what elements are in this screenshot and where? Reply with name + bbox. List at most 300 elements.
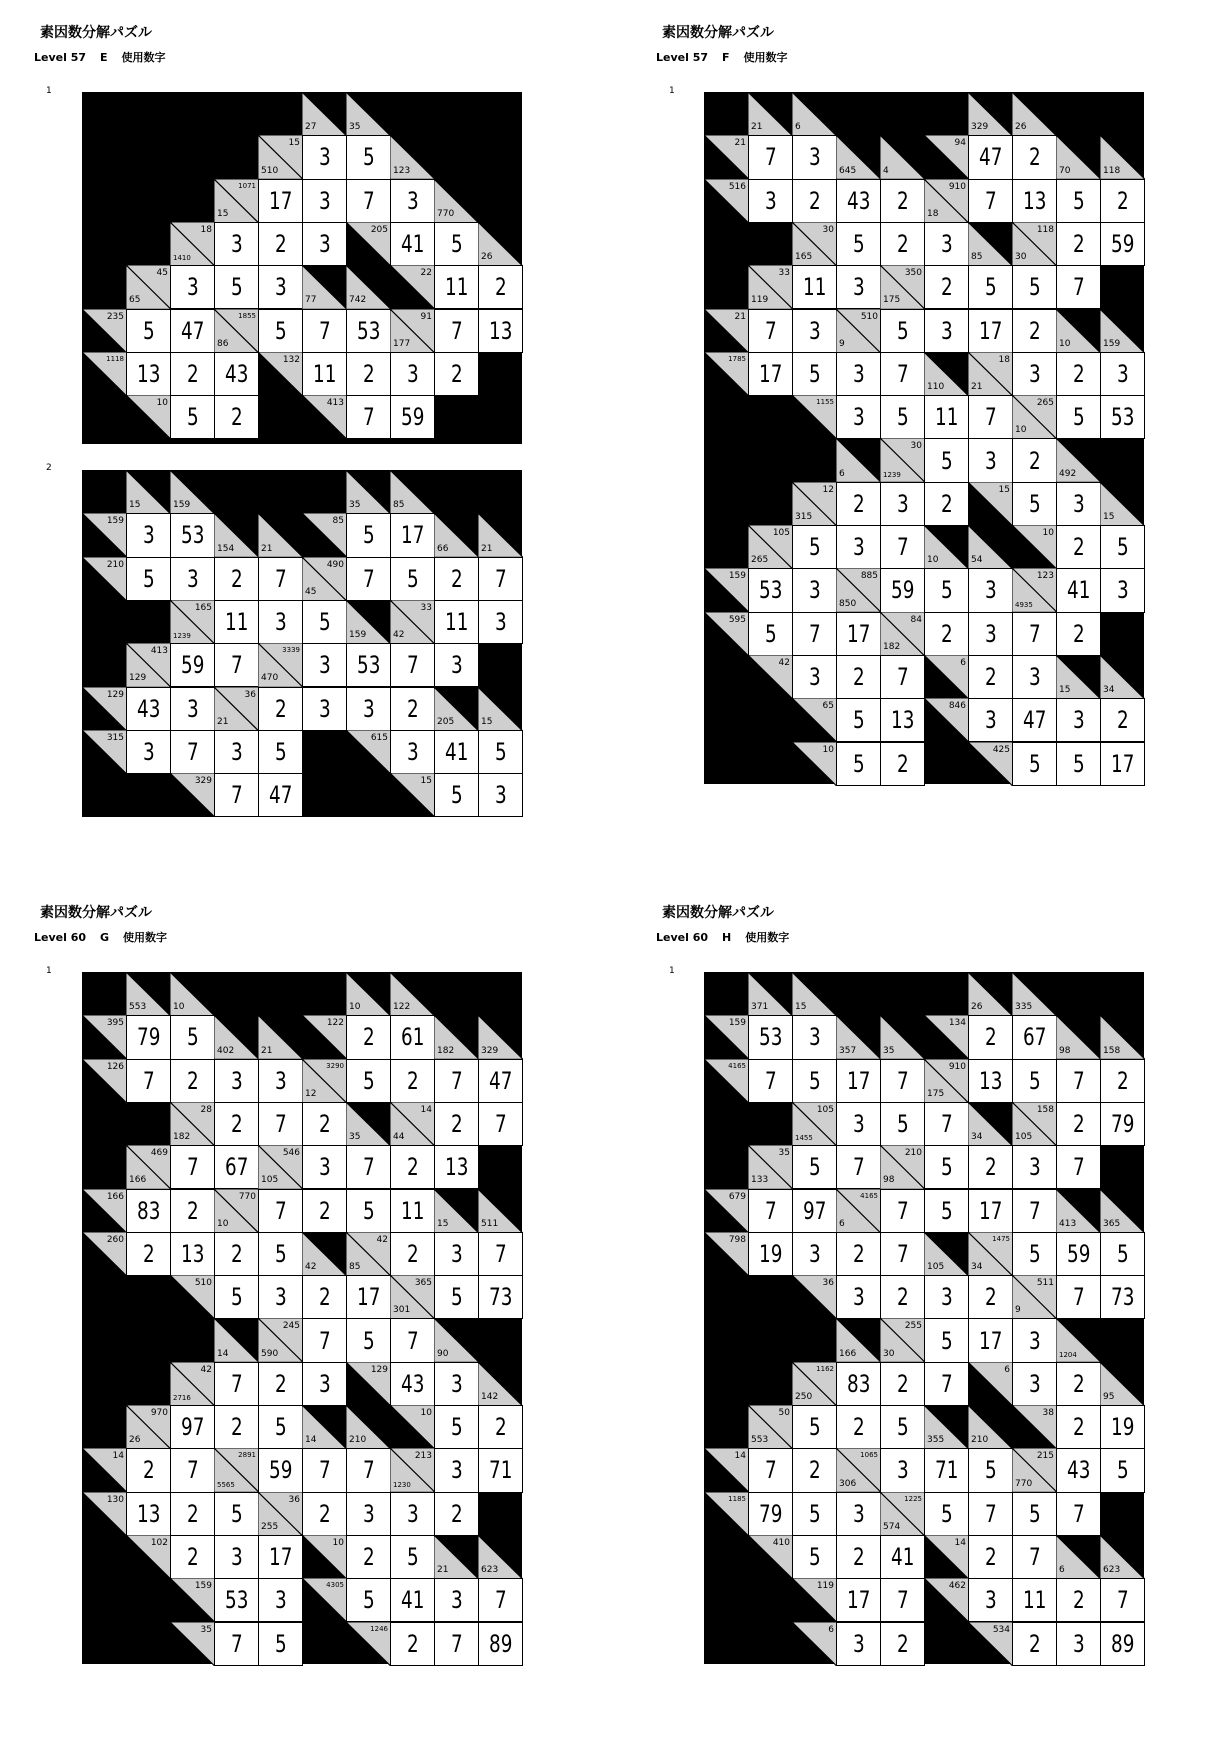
sheet-subtitle [34,929,181,945]
down-clue: 402 [217,1045,235,1056]
down-clue: 35 [883,1045,895,1056]
number-cell: 5 [434,1405,479,1449]
number-cell: 47 [170,309,215,353]
right-clue: 10 [822,744,834,755]
number-cell: 5 [258,730,303,774]
number-cell: 2 [880,1275,925,1319]
number-cell: 5 [434,773,479,817]
clue-cell [258,135,303,179]
number-cell: 13 [478,309,523,353]
number-cell: 2 [126,1232,171,1276]
right-clue: 18 [998,354,1010,365]
clue-cell [1012,92,1057,136]
number-cell: 59 [1056,1232,1101,1276]
right-clue: 10 [332,1537,344,1548]
clue-cell [346,972,391,1016]
number-cell: 7 [302,1318,347,1362]
down-clue: 329 [971,122,989,133]
right-clue: 315 [106,732,124,743]
clue-cell [792,482,837,526]
number-cell: 2 [880,1362,925,1406]
down-clue: 154 [217,543,235,554]
clue-cell [968,222,1013,266]
clue-cell [748,92,793,136]
number-cell: 17 [346,1275,391,1319]
number-cell: 11 [434,600,479,644]
number-cell: 7 [346,179,391,223]
clue-cell [302,513,347,557]
number-cell: 3 [478,773,523,817]
right-clue: 1475 [992,1234,1010,1243]
number-cell: 19 [748,1232,793,1276]
right-clue: 395 [106,1018,124,1029]
down-clue: 85 [393,500,405,511]
right-clue: 94 [954,138,966,149]
puzzle-grid [704,92,1144,784]
down-clue: 65 [129,295,141,306]
right-clue: 910 [948,181,966,192]
down-clue: 742 [349,295,367,306]
number-cell: 2 [836,655,881,699]
down-clue: 182 [173,1132,191,1143]
clue-cell [434,513,479,557]
puzzle-grid [82,92,522,444]
number-cell: 13 [880,698,925,742]
right-clue: 4165 [728,1061,746,1070]
clue-cell [82,309,127,353]
number-cell: 13 [968,1059,1013,1103]
right-clue: 1065 [860,1451,878,1460]
right-clue: 595 [728,614,746,625]
right-clue: 1225 [904,1494,922,1503]
clue-cell [880,135,925,179]
clue-cell [214,1318,259,1362]
clue-cell [82,557,127,601]
clue-cell [792,742,837,786]
clue-cell [792,1578,837,1622]
number-cell: 3 [968,438,1013,482]
clue-cell [968,972,1013,1016]
number-cell: 2 [924,482,969,526]
down-clue: 35 [349,122,361,133]
clue-cell [390,773,435,817]
number-cell: 3 [1012,1362,1057,1406]
down-clue: 770 [437,208,455,219]
number-cell: 5 [880,395,925,439]
right-clue: 205 [370,224,388,235]
right-clue: 255 [904,1321,922,1332]
clue-cell [346,1622,391,1666]
right-clue: 885 [860,571,878,582]
number-cell: 3 [258,1578,303,1622]
right-clue: 134 [948,1018,966,1029]
number-cell: 3 [214,1059,259,1103]
number-cell: 7 [346,1448,391,1492]
number-cell: 17 [968,1318,1013,1362]
number-cell: 13 [126,1492,171,1536]
number-cell: 7 [302,309,347,353]
number-cell: 7 [478,1102,523,1146]
right-clue: 3339 [282,646,300,655]
right-clue: 425 [992,744,1010,755]
number-cell: 59 [390,395,435,439]
clue-cell [170,1622,215,1666]
right-clue: 129 [370,1364,388,1375]
number-cell: 5 [346,1189,391,1233]
number-cell: 17 [748,352,793,396]
number-cell: 3 [478,600,523,644]
number-cell: 2 [434,352,479,396]
clue-cell [214,1189,259,1233]
clue-cell [346,600,391,644]
number-cell: 7 [924,1362,969,1406]
number-cell: 11 [434,265,479,309]
down-clue: 133 [751,1175,769,1186]
number-cell: 5 [346,1059,391,1103]
down-clue: 10 [349,1002,361,1013]
puzzle-grid [704,972,1144,1664]
number-cell: 3 [302,687,347,731]
puzzle-grid [82,470,522,817]
clue-cell [258,513,303,557]
clue-cell [1100,309,1145,353]
number-cell: 3 [390,352,435,396]
right-clue: 4165 [860,1191,878,1200]
level-label: Level 57 [656,51,709,64]
clue-cell [1012,1448,1057,1492]
down-clue: 371 [751,1002,769,1013]
number-cell: 2 [968,1145,1013,1189]
down-clue: 10 [1015,425,1027,436]
clue-cell [82,1232,127,1276]
down-clue: 15 [1103,511,1115,522]
number-cell: 41 [434,730,479,774]
down-clue: 10 [217,1218,229,1229]
right-clue: 118 [1036,224,1054,235]
clue-cell [170,222,215,266]
number-cell: 11 [792,265,837,309]
number-cell: 3 [302,1362,347,1406]
puzzle-grid [82,972,522,1664]
number-cell: 7 [748,309,793,353]
clue-cell [1100,482,1145,526]
right-clue: 21 [734,311,746,322]
clue-cell [302,395,347,439]
right-clue: 679 [728,1191,746,1202]
number-cell: 7 [346,1145,391,1189]
number-cell: 41 [390,1578,435,1622]
number-cell: 3 [836,1622,881,1666]
number-cell: 3 [258,265,303,309]
number-cell: 2 [346,1535,391,1579]
clue-cell [748,655,793,699]
down-clue: 335 [1015,1002,1033,1013]
number-cell: 3 [258,1275,303,1319]
number-cell: 5 [346,135,391,179]
clue-cell [170,1275,215,1319]
down-clue: 10 [1059,338,1071,349]
number-cell: 2 [880,1622,925,1666]
clue-cell [792,1362,837,1406]
number-cell: 13 [434,1145,479,1189]
number-cell: 5 [1100,1232,1145,1276]
right-clue: 2891 [238,1451,256,1460]
number-cell: 2 [1056,525,1101,569]
right-clue: 1071 [238,181,256,190]
right-clue: 91 [420,311,432,322]
clue-cell [1056,1318,1101,1362]
clue-cell [1056,309,1101,353]
number-cell: 3 [792,655,837,699]
right-clue: 122 [326,1018,344,1029]
number-cell: 11 [302,352,347,396]
number-cell: 5 [390,1535,435,1579]
right-clue: 36 [244,689,256,700]
clue-cell [968,352,1013,396]
number-cell: 41 [880,1535,925,1579]
clue-cell [968,1622,1013,1666]
number-cell: 2 [880,222,925,266]
right-clue: 462 [948,1581,966,1592]
number-cell: 83 [836,1362,881,1406]
number-cell: 2 [302,1275,347,1319]
number-cell: 2 [390,1622,435,1666]
down-clue: 265 [751,555,769,566]
down-clue: 159 [173,500,191,511]
number-cell: 7 [1056,1059,1101,1103]
number-cell: 7 [258,1189,303,1233]
number-cell: 41 [1056,568,1101,612]
number-cell: 47 [968,135,1013,179]
clue-cell [214,179,259,223]
digits-used-label: 使用数字 [123,931,168,944]
number-cell: 5 [302,600,347,644]
number-cell: 7 [214,643,259,687]
down-clue: 30 [1015,252,1027,263]
right-clue: 365 [414,1278,432,1289]
number-cell: 5 [792,352,837,396]
number-cell: 2 [390,1059,435,1103]
number-cell: 3 [1100,568,1145,612]
clue-cell [968,1102,1013,1146]
number-cell: 2 [1056,352,1101,396]
number-cell: 7 [792,612,837,656]
down-clue: 166 [839,1348,857,1359]
down-clue: 105 [927,1262,945,1273]
clue-cell [924,179,969,223]
number-cell: 7 [346,395,391,439]
clue-cell [968,1362,1013,1406]
clue-cell [880,265,925,309]
number-cell: 13 [1012,179,1057,223]
clue-cell [1056,438,1101,482]
clue-cell [478,687,523,731]
number-cell: 5 [1012,482,1057,526]
down-clue: 35 [349,500,361,511]
right-clue: 45 [156,268,168,279]
number-cell: 2 [170,1189,215,1233]
number-cell: 3 [924,222,969,266]
clue-cell [792,1275,837,1319]
number-cell: 5 [346,1578,391,1622]
down-clue: 86 [217,338,229,349]
number-cell: 2 [346,352,391,396]
number-cell: 2 [390,1232,435,1276]
down-clue: 21 [217,716,229,727]
number-cell: 2 [968,655,1013,699]
number-cell: 3 [1056,1622,1101,1666]
number-cell: 59 [170,643,215,687]
number-cell: 3 [836,265,881,309]
right-clue: 159 [194,1581,212,1592]
number-cell: 7 [1100,1578,1145,1622]
number-cell: 5 [1056,742,1101,786]
number-cell: 5 [792,1492,837,1536]
right-clue: 329 [194,776,212,787]
number-cell: 5 [924,1145,969,1189]
down-clue: 15 [129,500,141,511]
clue-cell [704,612,749,656]
variant-label: E [100,51,108,64]
clue-cell [1056,1535,1101,1579]
number-cell: 7 [968,395,1013,439]
clue-cell [748,525,793,569]
clue-cell [968,482,1013,526]
number-cell: 7 [880,1059,925,1103]
clue-cell [924,1405,969,1449]
number-cell: 2 [170,352,215,396]
number-cell: 3 [924,1275,969,1319]
right-clue: 410 [772,1537,790,1548]
number-cell: 5 [836,698,881,742]
number-cell: 2 [924,265,969,309]
right-clue: 511 [1036,1278,1054,1289]
clue-cell [170,470,215,514]
number-cell: 2 [258,687,303,731]
number-cell: 7 [390,643,435,687]
right-clue: 158 [1036,1104,1054,1115]
number-cell: 7 [880,1578,925,1622]
number-cell: 3 [214,1535,259,1579]
clue-cell [346,1102,391,1146]
down-clue: 34 [971,1132,983,1143]
number-cell: 67 [214,1145,259,1189]
clue-cell [836,1448,881,1492]
number-cell: 2 [302,1102,347,1146]
clue-cell [390,1448,435,1492]
clue-cell [1012,525,1057,569]
right-clue: 15 [420,776,432,787]
clue-cell [126,265,171,309]
number-cell: 3 [836,395,881,439]
down-clue: 590 [261,1348,279,1359]
number-cell: 83 [126,1189,171,1233]
clue-cell [478,1362,523,1406]
number-cell: 7 [748,1189,793,1233]
number-cell: 47 [258,773,303,817]
clue-cell [748,972,793,1016]
clue-cell [924,1578,969,1622]
number-cell: 3 [434,643,479,687]
number-cell: 59 [880,568,925,612]
right-clue: 6 [960,657,966,668]
clue-cell [302,1578,347,1622]
clue-cell [126,395,171,439]
right-clue: 132 [282,354,300,365]
down-clue: 30 [883,1348,895,1359]
down-clue: 26 [481,252,493,263]
right-clue: 15 [288,138,300,149]
digits-used-label: 使用数字 [745,931,790,944]
clue-cell [302,1405,347,1449]
number-cell: 53 [748,568,793,612]
right-clue: 130 [106,1494,124,1505]
number-cell: 2 [1056,1362,1101,1406]
clue-cell [346,92,391,136]
number-cell: 79 [1100,1102,1145,1146]
down-clue: 301 [393,1305,411,1316]
down-clue: 1239 [883,470,901,479]
down-clue: 355 [927,1435,945,1446]
down-clue: 42 [393,630,405,641]
number-cell: 2 [478,1405,523,1449]
clue-cell [258,1492,303,1536]
number-cell: 3 [258,1059,303,1103]
right-clue: 35 [200,1624,212,1635]
number-cell: 7 [748,1448,793,1492]
number-cell: 2 [346,1015,391,1059]
number-cell: 5 [346,513,391,557]
clue-cell [82,687,127,731]
number-cell: 2 [1100,698,1145,742]
clue-cell [704,179,749,223]
number-cell: 41 [390,222,435,266]
sheet-title: 素因数分解パズル [40,905,152,921]
clue-cell [880,612,925,656]
number-cell: 71 [478,1448,523,1492]
clue-cell [302,1015,347,1059]
clue-cell [346,1405,391,1449]
down-clue: 205 [437,716,455,727]
down-clue: 850 [839,598,857,609]
number-cell: 97 [170,1405,215,1449]
clue-cell [126,1535,171,1579]
clue-cell [1012,972,1057,1016]
down-clue: 110 [927,382,945,393]
right-clue: 1185 [728,1494,746,1503]
number-cell: 3 [302,179,347,223]
level-label: Level 60 [34,931,87,944]
clue-cell [792,1622,837,1666]
number-cell: 43 [126,687,171,731]
down-clue: 1239 [173,632,191,641]
down-clue: 26 [1015,122,1027,133]
clue-cell [792,972,837,1016]
down-clue: 105 [261,1175,279,1186]
right-clue: 12 [822,484,834,495]
puzzle-number: 1 [669,86,675,96]
number-cell: 2 [214,1232,259,1276]
down-clue: 15 [1059,685,1071,696]
right-clue: 1162 [816,1364,834,1373]
clue-cell [704,135,749,179]
number-cell: 2 [1100,1059,1145,1103]
number-cell: 2 [1012,1622,1057,1666]
down-clue: 553 [751,1435,769,1446]
down-clue: 623 [1103,1565,1121,1576]
number-cell: 5 [792,1535,837,1579]
down-clue: 66 [437,543,449,554]
